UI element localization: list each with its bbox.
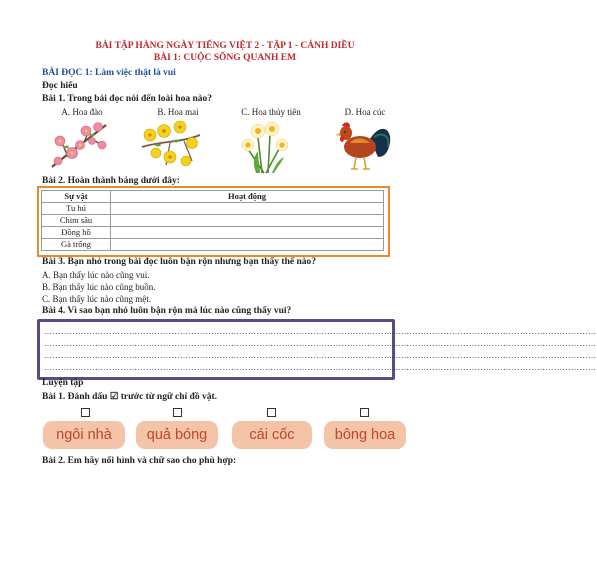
- answer-line[interactable]: ……………………………………………………………………………………………………………………………………………………………………………: [44, 351, 597, 360]
- activity-answer-cell[interactable]: [111, 203, 384, 215]
- activity-answer-cell[interactable]: [111, 227, 384, 239]
- exercise-1-question: Bài 1. Trong bài đọc nói đến loài hoa nào?: [42, 94, 212, 104]
- rooster-icon: [330, 117, 392, 173]
- activity-table-frame: [37, 186, 390, 257]
- word-card-4[interactable]: bông hoa: [324, 421, 406, 449]
- table-row: [42, 215, 384, 227]
- answer-line[interactable]: ……………………………………………………………………………………………………………………………………………………………………………: [44, 363, 597, 372]
- row-object: Gà trống: [42, 239, 111, 251]
- row-object: Chim sâu: [42, 215, 111, 227]
- lesson-title: BÀI 1: CUỘC SỐNG QUANH EM: [153, 53, 297, 63]
- practice-exercise-1-question: Bài 1. Đánh dấu ☑ trước từ ngữ chỉ đồ vật.: [42, 392, 217, 402]
- daffodil-icon: [236, 117, 298, 173]
- table-header-row: [42, 191, 384, 203]
- checkbox-word-2[interactable]: [173, 408, 182, 417]
- answer-line[interactable]: ……………………………………………………………………………………………………………………………………………………………………………: [44, 327, 597, 336]
- option-b-label: B. Hoa mai: [157, 107, 199, 117]
- peach-blossom-icon: [48, 117, 110, 173]
- row-object: Đồng hồ: [42, 227, 111, 239]
- checkbox-word-3[interactable]: [267, 408, 276, 417]
- word-card-1[interactable]: ngôi nhà: [43, 421, 125, 449]
- table-row: [42, 227, 384, 239]
- section-reading-comprehension: Đọc hiểu: [42, 81, 78, 91]
- practice-exercise-2-question: Bài 2. Em hãy nối hình và chữ sao cho phù hợp:: [42, 456, 237, 466]
- exercise-2-question: Bài 2. Hoàn thành bảng dưới đây:: [42, 176, 180, 186]
- exercise-4-question: Bài 4. Vì sao bạn nhỏ luôn bận rộn mà lúc nào cũng thấy vui?: [42, 306, 292, 316]
- page-title: BÀI TẬP HÀNG NGÀY TIẾNG VIỆT 2 - TẬP 1 - CÁNH DIỀU: [95, 41, 355, 51]
- table-row: [42, 203, 384, 215]
- header-object: Sự vật: [42, 191, 111, 203]
- checkbox-word-4[interactable]: [360, 408, 369, 417]
- answer-box[interactable]: [37, 319, 597, 380]
- reading-heading: BÀI ĐỌC 1: Làm việc thật là vui: [42, 68, 176, 78]
- activity-answer-cell[interactable]: [111, 239, 384, 251]
- word-card-3[interactable]: cái cốc: [232, 421, 312, 449]
- exercise-3-question: Bài 3. Bạn nhỏ trong bài đọc luôn bận rộn nhưng bạn thấy thế nào?: [42, 257, 316, 267]
- apricot-blossom-icon: [140, 117, 202, 173]
- header-activity: Hoạt động: [111, 191, 384, 203]
- option-d-label: D. Hoa cúc: [344, 107, 386, 117]
- row-object: Tu hú: [42, 203, 111, 215]
- table-row: [42, 239, 384, 251]
- option-c-label: C. Hoa thủy tiên: [241, 107, 301, 117]
- checkbox-word-1[interactable]: [81, 408, 90, 417]
- option-a-label: A. Hoa đào: [61, 107, 103, 117]
- answer-option-a[interactable]: A. Bạn thấy lúc nào cũng vui.: [42, 270, 150, 280]
- section-practice: Luyện tập: [42, 378, 84, 388]
- answer-line[interactable]: ……………………………………………………………………………………………………………………………………………………………………………: [44, 339, 597, 348]
- word-card-2[interactable]: quả bóng: [136, 421, 218, 449]
- activity-answer-cell[interactable]: [111, 215, 384, 227]
- answer-option-b[interactable]: B. Bạn thấy lúc nào cũng buồn.: [42, 282, 156, 292]
- activity-table: [41, 190, 384, 251]
- answer-option-c[interactable]: C. Bạn thấy lúc nào cũng mệt.: [42, 294, 151, 304]
